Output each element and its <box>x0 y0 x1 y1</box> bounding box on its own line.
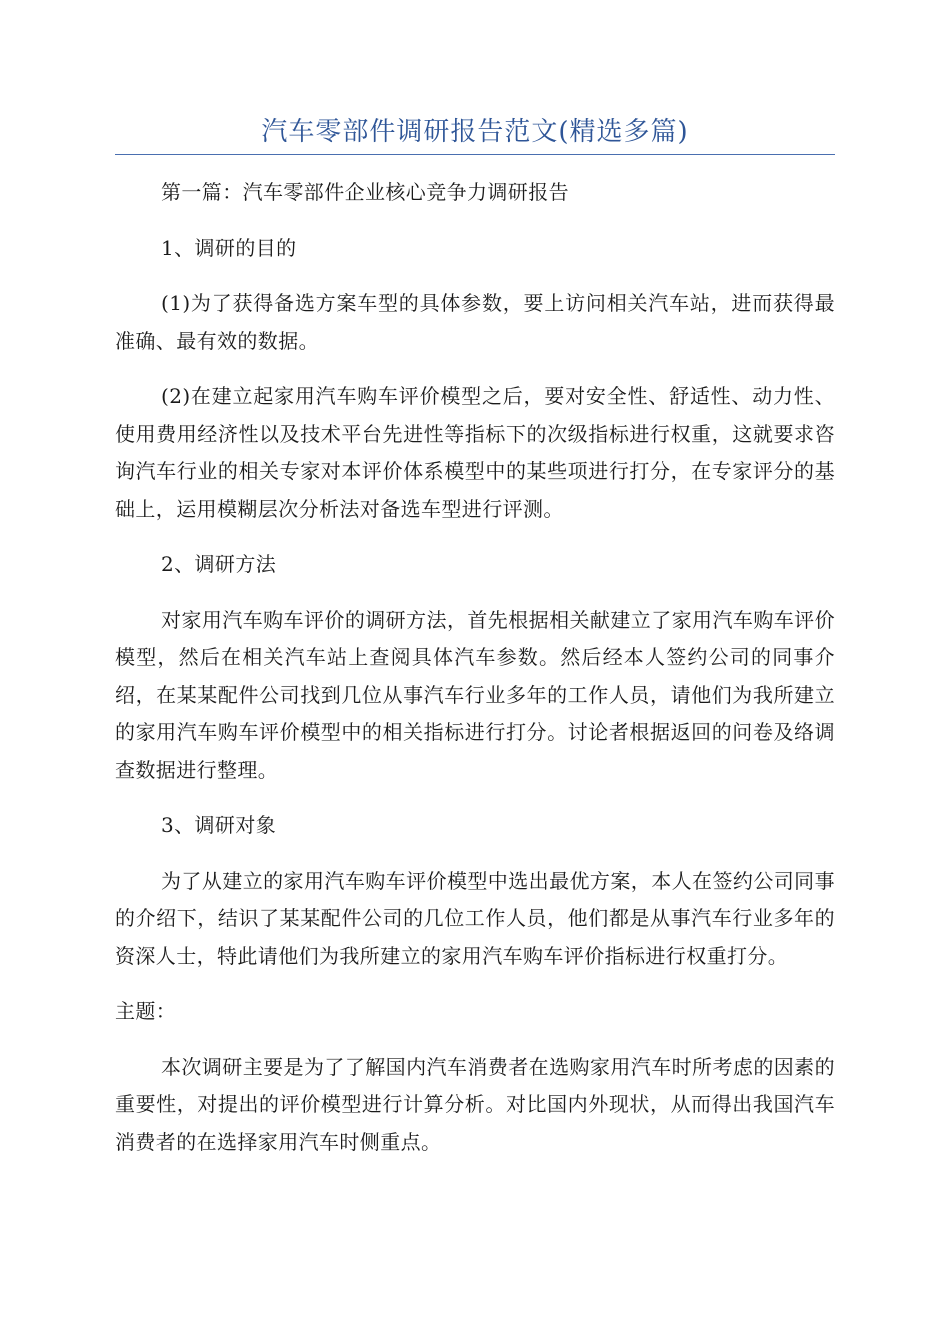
chapter-heading: 第一篇：汽车零部件企业核心竞争力调研报告 <box>161 180 569 204</box>
paragraph-purpose-1: (1)为了获得备选方案车型的具体参数，要上访问相关汽车站，进而获得最准确、最有效的数据。 <box>115 291 835 353</box>
paragraph-method: 对家用汽车购车评价的调研方法，首先根据相关献建立了家用汽车购车评价模型，然后在相关汽车站上查阅具体汽车参数。然后经本人签约公司的同事介绍，在某某配件公司找到几位从事汽车行业多年的工作人员，请他们为我所建立的家用汽车购车评价模型中的相关指标进行打分。讨论者根据返回的问卷及络调查数据进行整理。 <box>115 607 835 782</box>
paragraph-subject: 为了从建立的家用汽车购车评价模型中选出最优方案，本人在签约公司同事的介绍下，结识了某某配件公司的几位工作人员，他们都是从事汽车行业多年的资深人士，特此请他们为我所建立的家用汽车购车评价指标进行权重打分。 <box>115 868 835 968</box>
title-underline <box>115 154 835 155</box>
paragraph-topic: 本次调研主要是为了了解国内汽车消费者在选购家用汽车时所考虑的因素的重要性，对提出的评价模型进行计算分析。对比国内外现状，从而得出我国汽车消费者的在选择家用汽车时侧重点。 <box>115 1054 835 1154</box>
document-body <box>115 174 835 1161</box>
paragraph-purpose-2: (2)在建立起家用汽车购车评价模型之后，要对安全性、舒适性、动力性、使用费用经济性以及技术平台先进性等指标下的次级指标进行权重，这就要求咨询汽车行业的相关专家对本评价体系模型中的某些项进行打分，在专家评分的基础上，运用模糊层次分析法对备选车型进行评测。 <box>115 384 835 521</box>
section-heading-subject: 3、调研对象 <box>161 813 277 837</box>
topic-label: 主题： <box>115 999 177 1023</box>
document-title: 汽车零部件调研报告范文(精选多篇) <box>261 117 689 147</box>
section-heading-method: 2、调研方法 <box>161 552 277 576</box>
section-heading-purpose: 1、调研的目的 <box>161 235 297 260</box>
